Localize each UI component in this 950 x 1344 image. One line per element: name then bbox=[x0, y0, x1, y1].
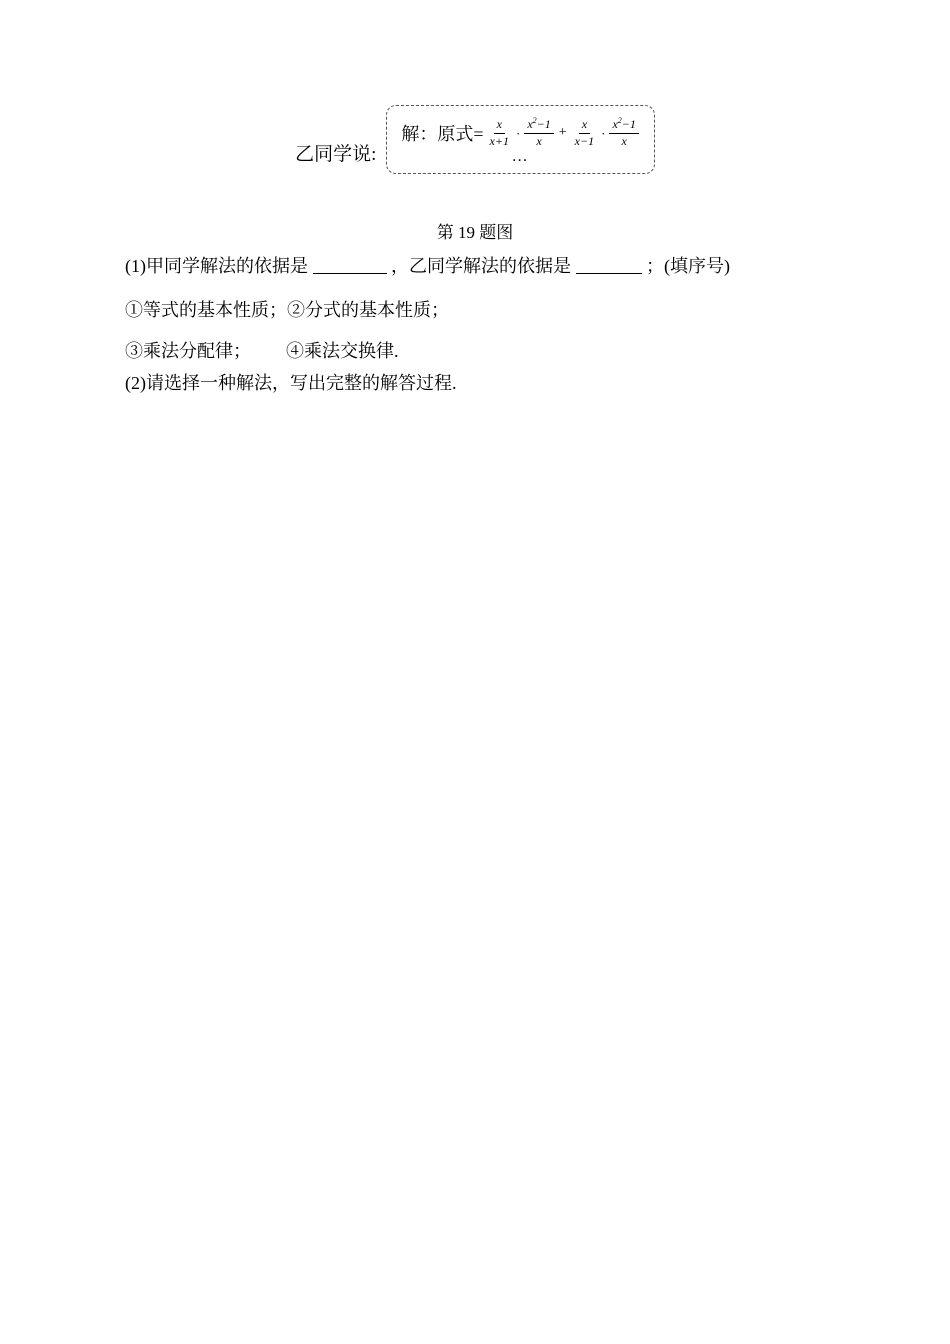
fraction-2-numerator-exponent: 2 bbox=[532, 116, 537, 125]
option-4-label: ④乘法交换律. bbox=[286, 341, 399, 361]
question-2-line: (2)请选择一种解法，写出完整的解答过程. bbox=[125, 373, 457, 393]
fraction-1-numerator: x bbox=[494, 118, 505, 134]
fraction-4-denominator: x bbox=[621, 133, 627, 148]
fraction-2-numerator bbox=[524, 118, 553, 134]
figure-region bbox=[0, 105, 950, 174]
option-3-label: ③乘法分配律； bbox=[125, 341, 251, 361]
fraction-4 bbox=[609, 118, 638, 149]
fraction-4-numerator-base: x bbox=[612, 117, 618, 131]
dashed-solution-box bbox=[386, 105, 655, 174]
question-1-suffix: ；(填序号) bbox=[646, 256, 730, 276]
figure-caption: 第 19 题图 bbox=[436, 223, 514, 242]
answer-blank-1[interactable] bbox=[313, 255, 387, 274]
fraction-3-denominator: x−1 bbox=[574, 133, 595, 148]
question-1-prefix: (1)甲同学解法的依据是 bbox=[125, 256, 308, 276]
answer-blank-2[interactable] bbox=[576, 255, 642, 274]
solution-expression-row bbox=[401, 118, 640, 149]
fraction-4-numerator bbox=[609, 118, 638, 134]
fraction-2-numerator-base: x bbox=[527, 117, 533, 131]
fraction-4-numerator-tail: −1 bbox=[621, 117, 636, 131]
fraction-2-denominator: x bbox=[536, 133, 542, 148]
fraction-2-numerator-tail: −1 bbox=[536, 117, 551, 131]
options-line-2 bbox=[125, 337, 399, 363]
fraction-1-denominator: x+1 bbox=[489, 133, 509, 148]
fraction-4-numerator-exponent: 2 bbox=[617, 116, 622, 125]
question-1-line bbox=[125, 252, 730, 278]
operator-plus: + bbox=[558, 125, 567, 141]
fraction-2 bbox=[524, 118, 553, 149]
fraction-1 bbox=[487, 118, 512, 149]
fraction-3 bbox=[572, 118, 597, 149]
question-1-middle: ，乙同学解法的依据是 bbox=[391, 256, 571, 276]
operator-multiply-2: · bbox=[601, 126, 606, 142]
solution-lead-text: 解：原式= bbox=[401, 124, 484, 145]
speaker-label: 乙同学说: bbox=[295, 144, 377, 165]
fraction-3-numerator: x bbox=[579, 118, 590, 134]
options-line-1: ①等式的基本性质；②分式的基本性质； bbox=[125, 300, 449, 320]
ellipsis-text: … bbox=[511, 147, 530, 165]
operator-multiply-1: · bbox=[515, 126, 521, 142]
